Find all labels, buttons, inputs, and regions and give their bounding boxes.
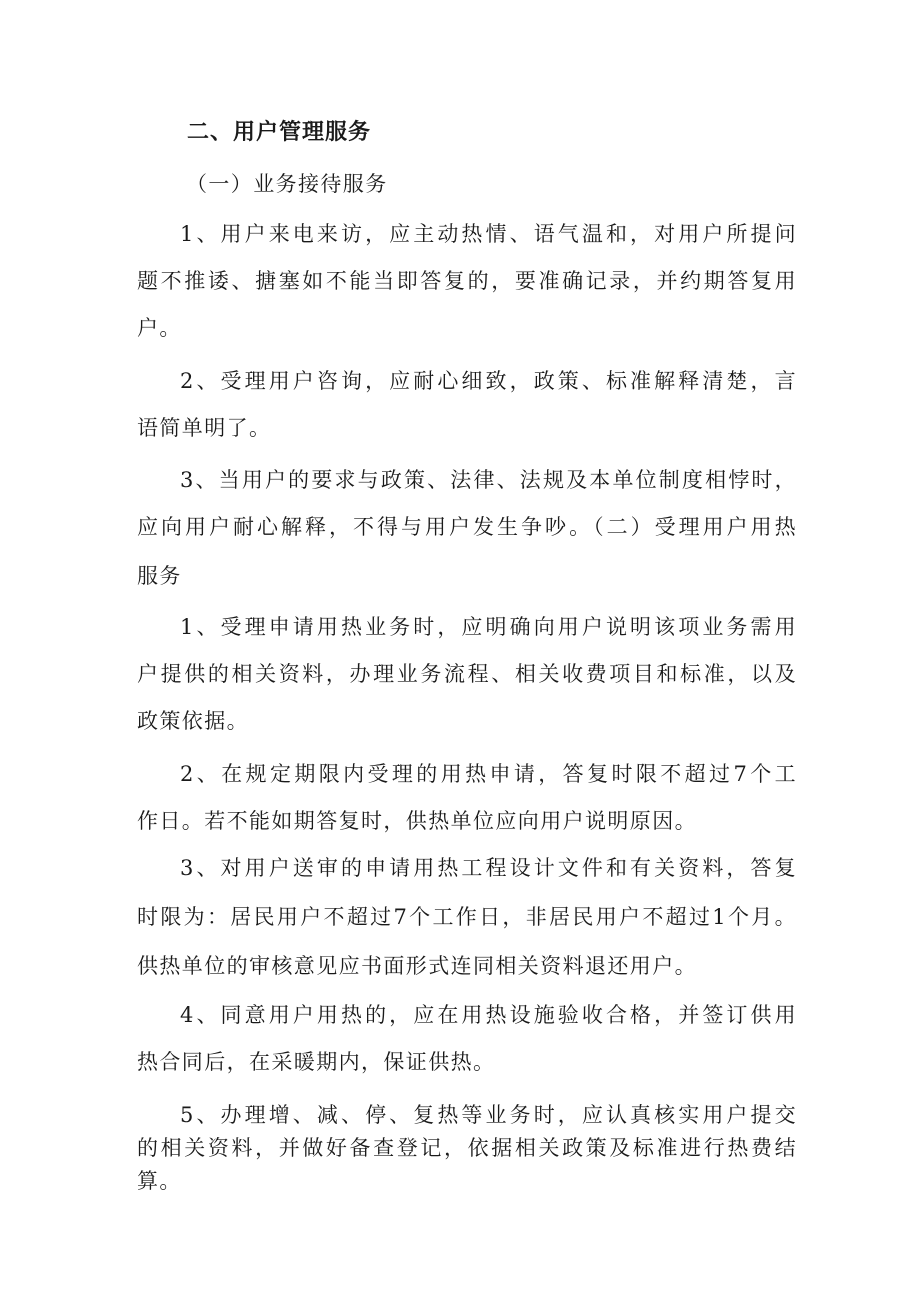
paragraph-line: 2、受理用户咨询，应耐心细致，政策、标准解释清楚，言 [180,369,797,393]
paragraph-line: 供热单位的审核意见应书面形式连同相关资料退还用户。 [137,954,697,978]
subsection-heading: （一）业务接待服务 [186,172,388,196]
paragraph-line: 1、受理申请用热业务时，应明确向用户说明该项业务需用 [180,615,797,639]
section-heading: 二、用户管理服务 [187,120,372,145]
paragraph-line: 应向用户耐心解释，不得与用户发生争吵。（二）受理用户用热 [137,515,797,539]
paragraph-line: 户。 [137,316,182,340]
paragraph-line: 3、当用户的要求与政策、法律、法规及本单位制度相悖时， [180,468,797,492]
paragraph-line: 户提供的相关资料，办理业务流程、相关收费项目和标准，以及 [137,662,797,686]
paragraph-line: 算。 [137,1169,182,1193]
paragraph-line: 政策依据。 [137,709,249,733]
paragraph-line: 1、用户来电来访，应主动热情、语气温和，对用户所提问 [180,222,797,246]
paragraph-line: 4、同意用户用热的，应在用热设施验收合格，并签订供用 [180,1003,797,1027]
paragraph-line: 题不推诿、搪塞如不能当即答复的，要准确记录，并约期答复用 [137,269,797,293]
paragraph-line: 的相关资料，并做好备查登记，依据相关政策及标准进行热费结 [137,1136,797,1160]
paragraph-line: 2、在规定期限内受理的用热申请，答复时限不超过7个工 [180,762,797,786]
paragraph-line: 语简单明了。 [137,416,272,440]
paragraph-line: 服务 [137,564,182,588]
paragraph-line: 作日。若不能如期答复时，供热单位应向用户说明原因。 [137,809,697,833]
paragraph-line: 时限为：居民用户不超过7个工作日，非居民用户不超过1个月。 [137,905,797,929]
paragraph-line: 3、对用户送审的申请用热工程设计文件和有关资料，答复 [180,856,797,880]
paragraph-line: 热合同后，在采暖期内，保证供热。 [137,1050,496,1074]
paragraph-line: 5、办理增、减、停、复热等业务时，应认真核实用户提交 [180,1103,797,1127]
